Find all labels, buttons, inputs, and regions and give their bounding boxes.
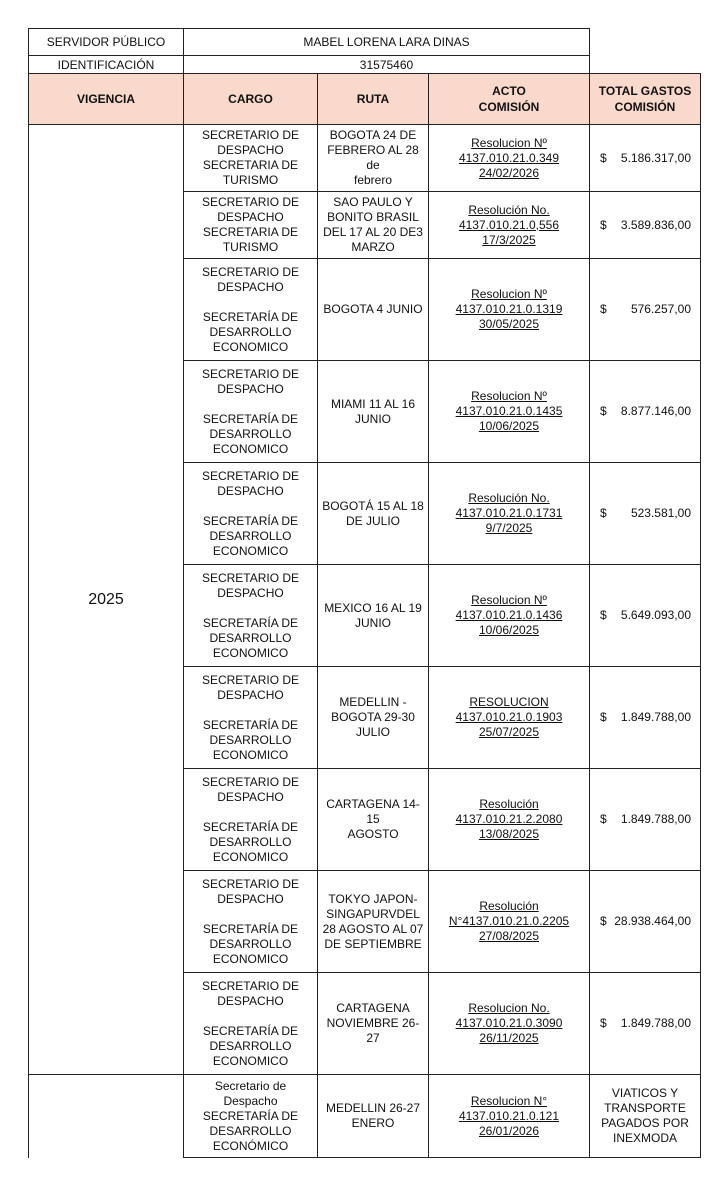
ruta-line: DEL 17 AL 20 DE3 [323, 225, 423, 239]
vigencia-2026-cell [29, 1075, 184, 1158]
acto-link-cell[interactable] [429, 871, 590, 973]
cargo-gap [187, 907, 314, 922]
currency-symbol: $ [600, 710, 607, 724]
ruta-line: BOGOTA 29-30 [331, 710, 415, 724]
cargo-line: SECRETARIO DE [201, 978, 300, 993]
ruta-cell [318, 361, 429, 463]
acto-line: Resolución No. [468, 202, 550, 217]
ruta-line: JULIO [355, 725, 390, 739]
cargo-line: ECONOMICO [212, 951, 289, 966]
cargo-line: TURISMO [222, 173, 279, 187]
amount-value: 1.849.788,00 [620, 1016, 691, 1030]
acto-line: 25/07/2025 [478, 725, 540, 739]
currency-symbol: $ [600, 217, 607, 232]
identificacion-value: 31575460 [184, 56, 590, 74]
ruta-line: MARZO [351, 240, 395, 254]
acto-line: 4137.010.21.0.121 [458, 1108, 560, 1123]
col-acto [429, 74, 590, 125]
ruta-line: DE JULIO [345, 513, 400, 528]
ruta-line: SINGAPURVDEL [326, 906, 420, 921]
acto-line: 4137.010.21.0.1319 [455, 302, 563, 316]
total-cell [590, 871, 701, 973]
total-cell [590, 259, 701, 361]
ruta-line: FEBRERO AL 28 de [327, 143, 419, 172]
acto-line: 4137.010.21.0.1903 [455, 710, 563, 724]
ruta-cell [318, 769, 429, 871]
cargo-line: DESARROLLO [209, 426, 292, 441]
amount-value: 1.849.788,00 [620, 710, 691, 724]
ruta-line: 28 AGOSTO AL 07 [322, 921, 424, 936]
cargo-gap [187, 601, 314, 616]
cargo-line: DESPACHO [217, 279, 284, 294]
acto-link-cell[interactable] [429, 463, 590, 565]
amount-value: 5.186.317,00 [620, 150, 691, 165]
amount-value: 28.938.464,00 [614, 914, 691, 928]
cargo-cell [184, 1075, 318, 1158]
cargo-line: SECRETARIO DE [201, 195, 300, 209]
acto-line: 13/08/2025 [478, 827, 540, 841]
cargo-line: DESPACHO [217, 483, 284, 498]
cargo-line: DESARROLLO [209, 732, 292, 747]
col-acto-line1: ACTO [492, 84, 526, 98]
acto-line: 27/08/2025 [478, 929, 540, 943]
total-cell [590, 192, 701, 259]
ruta-cell [318, 259, 429, 361]
acto-link-cell[interactable] [429, 769, 590, 871]
cargo-cell [184, 973, 318, 1075]
amount-value: 1.849.788,00 [620, 812, 691, 826]
col-acto-line2: COMISIÓN [478, 100, 540, 114]
cargo-line: SECRETARIO DE [201, 264, 300, 279]
cargo-line: SECRETARÍA DE [202, 309, 299, 324]
identificacion-row [29, 56, 590, 74]
ruta-cell [318, 973, 429, 1075]
cargo-line: Secretario de Despacho [214, 1078, 287, 1108]
ruta-cell [318, 1075, 429, 1158]
acto-link-cell[interactable] [429, 361, 590, 463]
cargo-line: ECONOMICO [212, 339, 289, 354]
currency-symbol: $ [600, 914, 607, 928]
servidor-row [29, 29, 590, 56]
acto-line: 4137.010.21.2.2080 [455, 812, 563, 826]
amount [593, 302, 697, 317]
currency-symbol: $ [600, 1016, 607, 1030]
col-total [590, 74, 701, 125]
ruta-cell [318, 871, 429, 973]
col-total-line2: COMISIÓN [614, 100, 676, 114]
cargo-line: SECRETARÍA DE [202, 819, 299, 834]
cargo-line: DESPACHO [217, 143, 284, 157]
acto-line: 10/06/2025 [478, 623, 540, 637]
cargo-cell [184, 565, 318, 667]
col-vigencia: VIGENCIA [29, 74, 184, 125]
cargo-gap [187, 499, 314, 514]
col-cargo: CARGO [184, 74, 318, 125]
acto-line: Resolución [479, 797, 539, 811]
acto-line: Resolucion N° [470, 1093, 548, 1108]
amount-value: 576.257,00 [630, 302, 691, 316]
ruta-line: CARTAGENA [336, 1001, 410, 1015]
cargo-cell [184, 361, 318, 463]
ruta-cell [318, 565, 429, 667]
cargo-line: DESPACHO [217, 585, 284, 600]
cargo-line: DESARROLLO [209, 1038, 292, 1053]
cargo-line: ECONOMICO [212, 1053, 289, 1068]
acto-line: 4137.010.21.0.3090 [455, 1016, 563, 1030]
cargo-cell [184, 667, 318, 769]
amount [593, 914, 697, 929]
cargo-gap [187, 1009, 314, 1024]
ruta-cell [318, 463, 429, 565]
cargo-gap [187, 703, 314, 718]
cargo-line: SECRETARIO DE [201, 366, 300, 381]
cargo-cell [184, 192, 318, 259]
cargo-line: ECONOMICO [212, 849, 289, 864]
amount [593, 1016, 697, 1031]
amount [593, 608, 697, 623]
amount-value: 8.877.146,00 [620, 404, 691, 418]
amount [593, 812, 697, 827]
ruta-line: AGOSTO [347, 827, 399, 841]
acto-line: Resolucion No. [468, 1001, 550, 1015]
viaticos-note-cell [590, 1075, 701, 1158]
ruta-cell [318, 667, 429, 769]
acto-link-cell[interactable] [429, 125, 590, 192]
acto-line: Resolución No. [468, 491, 550, 505]
cargo-cell [184, 769, 318, 871]
table-header-row [29, 74, 701, 125]
acto-line: Resolucion Nº [471, 389, 547, 403]
acto-line: 9/7/2025 [485, 521, 533, 535]
acto-line: 30/05/2025 [478, 317, 540, 331]
cargo-line: SECRETARÍA DE [202, 1023, 299, 1038]
cargo-line: SECRETARIO DE [201, 876, 300, 891]
cargo-line: DESPACHO [217, 891, 284, 906]
currency-symbol: $ [600, 150, 607, 165]
acto-line: 4137.010.21.0.349 [458, 150, 560, 165]
acto-link-cell[interactable] [429, 565, 590, 667]
cargo-line: SECRETARIO DE [201, 128, 300, 142]
acto-line: Resolucion Nº [471, 593, 547, 607]
cargo-line: SECRETARÍA DE [202, 1108, 299, 1123]
cargo-line: TURISMO [222, 240, 279, 254]
cargo-line: SECRETARIO DE [201, 468, 300, 483]
ruta-cell [318, 125, 429, 192]
ruta-line: TOKYO JAPON- [328, 891, 418, 906]
total-cell [590, 125, 701, 192]
cargo-line: ECONOMICO [212, 543, 289, 558]
ruta-line: SAO PAULO Y [333, 195, 413, 209]
acto-line: RESOLUCION [469, 695, 549, 709]
total-cell [590, 463, 701, 565]
note-line: TRANSPORTE [604, 1101, 686, 1115]
ruta-line: DE SEPTIEMBRE [324, 936, 422, 951]
cargo-line: DESARROLLO [209, 936, 292, 951]
total-cell [590, 565, 701, 667]
ruta-cell [318, 192, 429, 259]
amount-value: 5.649.093,00 [620, 608, 691, 622]
note-line: INEXMODA [612, 1131, 677, 1145]
cargo-line: DESPACHO [217, 687, 284, 702]
acto-line: 4137.010.21.0,556 [458, 217, 560, 232]
amount [593, 218, 697, 233]
ruta-line: CARTAGENA 14-15 [326, 797, 420, 826]
ruta-line: BONITO BRASIL [327, 210, 419, 224]
currency-symbol: $ [600, 302, 607, 316]
acto-line: 4137.010.21.0.1436 [455, 608, 563, 622]
amount-value: 3.589.836,00 [620, 217, 691, 232]
col-ruta: RUTA [318, 74, 429, 125]
cargo-line: SECRETARIO DE [201, 672, 300, 687]
cargo-line: SECRETARÍA DE [202, 513, 299, 528]
ruta-line: febrero [353, 173, 393, 187]
amount [593, 710, 697, 725]
ruta-line: MEXICO 16 AL 19 [324, 600, 422, 615]
note-line: PAGADOS POR [601, 1116, 689, 1130]
cargo-line: ECONOMICO [212, 747, 289, 762]
ruta-line: JUNIO [355, 615, 391, 630]
acto-line: 4137.010.21.0.1731 [455, 506, 563, 520]
comisiones-table [28, 73, 701, 1158]
ruta-line: BOGOTÁ 15 AL 18 [322, 498, 424, 513]
cargo-line: DESARROLLO [209, 834, 292, 849]
cargo-line: DESPACHO [217, 381, 284, 396]
cargo-line: SECRETARÍA DE [202, 615, 299, 630]
servidor-label: SERVIDOR PÚBLICO [29, 29, 184, 56]
cargo-line: SECRETARIA DE [202, 158, 299, 172]
servidor-name: MABEL LORENA LARA DINAS [184, 29, 590, 56]
table-row [29, 1075, 701, 1158]
cargo-line: SECRETARIA DE [202, 225, 299, 239]
amount [593, 151, 697, 166]
cargo-line: DESPACHO [217, 789, 284, 804]
acto-line: 10/06/2025 [478, 419, 540, 433]
ruta-line: JUNIO [355, 411, 391, 426]
total-cell [590, 667, 701, 769]
cargo-line: ECONÓMICO [212, 1138, 289, 1153]
cargo-line: DESARROLLO [209, 1123, 292, 1138]
ruta-line: BOGOTA 24 DE [329, 128, 417, 142]
cargo-gap [187, 397, 314, 412]
ruta-line: MEDELLIN - [339, 695, 407, 709]
ruta-line: MEDELLIN 26-27 [325, 1101, 421, 1115]
ruta-line: NOVIEMBRE 26-27 [326, 1016, 420, 1045]
cargo-gap [187, 295, 314, 310]
ruta-line: ENERO [351, 1116, 395, 1130]
cargo-line: SECRETARIO DE [201, 570, 300, 585]
cargo-cell [184, 871, 318, 973]
cargo-cell [184, 259, 318, 361]
acto-line: Resolución [479, 899, 539, 913]
cargo-cell [184, 463, 318, 565]
acto-link-cell[interactable] [429, 973, 590, 1075]
cargo-line: ECONOMICO [212, 645, 289, 660]
acto-line: Resolucion Nº [471, 135, 547, 150]
identificacion-label: IDENTIFICACIÓN [29, 56, 184, 74]
acto-line: 17/3/2025 [482, 232, 536, 247]
amount [593, 506, 697, 521]
acto-link-cell[interactable] [429, 192, 590, 259]
acto-line: N°4137.010.21.0.2205 [448, 914, 570, 928]
acto-line: 26/01/2026 [478, 1123, 540, 1138]
currency-symbol: $ [600, 506, 607, 520]
cargo-line: SECRETARIO DE [201, 774, 300, 789]
currency-symbol: $ [600, 404, 607, 418]
vigencia-2025-cell: 2025 [29, 125, 184, 1075]
cargo-line: DESARROLLO [209, 630, 292, 645]
cargo-cell [184, 125, 318, 192]
cargo-line: SECRETARÍA DE [202, 921, 299, 936]
table-body [29, 125, 701, 1158]
cargo-line: DESPACHO [217, 993, 284, 1008]
acto-link-cell[interactable] [429, 259, 590, 361]
cargo-line: ECONOMICO [212, 441, 289, 456]
acto-line: 26/11/2025 [479, 1031, 539, 1045]
acto-link-cell[interactable] [429, 667, 590, 769]
acto-line: Resolucion Nº [471, 287, 547, 301]
col-total-line1: TOTAL GASTOS [598, 84, 692, 98]
amount [593, 404, 697, 419]
total-cell [590, 769, 701, 871]
cargo-gap [187, 805, 314, 820]
acto-line: 24/02/2026 [478, 165, 540, 180]
cargo-line: SECRETARÍA DE [202, 411, 299, 426]
acto-link-cell[interactable] [429, 1075, 590, 1158]
currency-symbol: $ [600, 608, 607, 622]
cargo-line: DESARROLLO [209, 528, 292, 543]
ruta-line: BOGOTA 4 JUNIO [323, 302, 423, 316]
servidor-info-table [28, 28, 590, 74]
acto-line: 4137.010.21.0.1435 [455, 404, 563, 418]
amount-value: 523.581,00 [630, 506, 691, 520]
cargo-line: SECRETARÍA DE [202, 717, 299, 732]
total-cell [590, 973, 701, 1075]
table-row [29, 125, 701, 192]
currency-symbol: $ [600, 812, 607, 826]
total-cell [590, 361, 701, 463]
cargo-line: DESARROLLO [209, 324, 292, 339]
ruta-line: MIAMI 11 AL 16 [330, 396, 416, 411]
note-line: VIATICOS Y [611, 1086, 679, 1100]
cargo-line: DESPACHO [217, 210, 284, 224]
